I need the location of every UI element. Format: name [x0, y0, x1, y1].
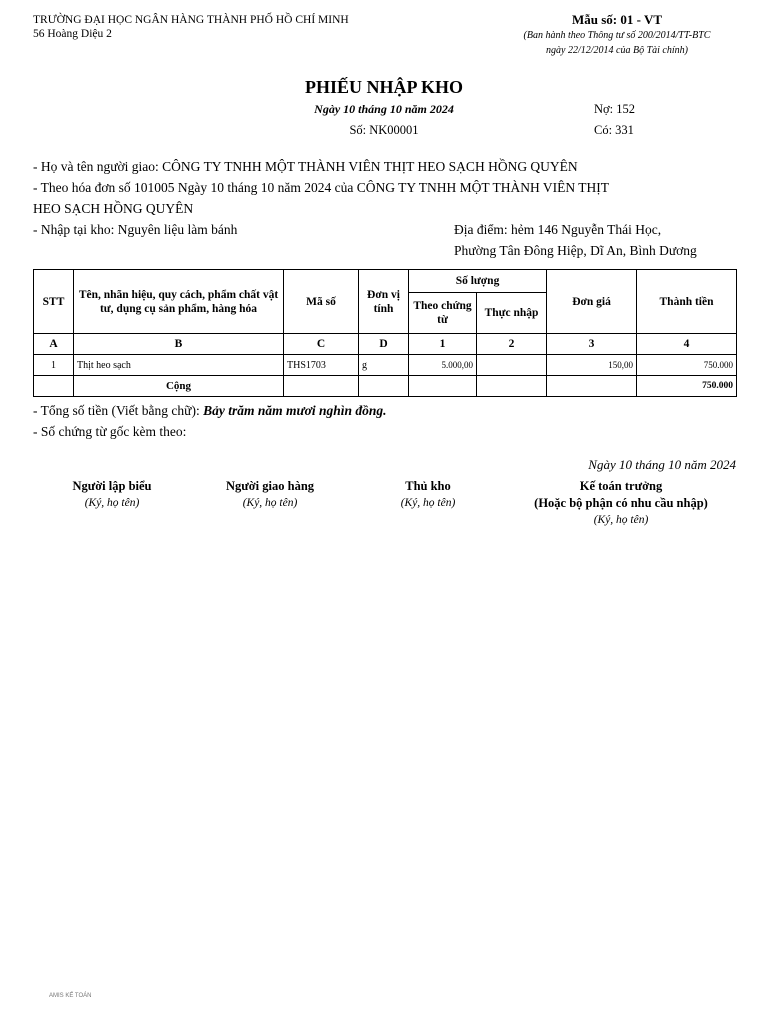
signature-deliverer: [195, 478, 345, 512]
document-date: Ngày 10 tháng 10 năm 2024: [314, 102, 454, 116]
invoice-line-2: HEO SẠCH HỒNG QUYÊN: [33, 201, 194, 216]
header-row-1: [34, 270, 737, 293]
table-row: [34, 355, 737, 376]
total-amount: 750.000: [637, 376, 737, 397]
total-empty: [409, 376, 477, 397]
col-label: C: [284, 334, 359, 355]
storekeeper-title: Thủ kho: [405, 479, 451, 493]
total-row: [34, 376, 737, 397]
amount-words-line: [33, 400, 743, 421]
debit-account: Nợ: 152: [594, 102, 635, 116]
col-label: A: [34, 334, 74, 355]
header-price: Đơn giá: [547, 270, 637, 334]
goods-table: [33, 269, 737, 397]
col-label: 4: [637, 334, 737, 355]
header-stt: STT: [34, 270, 74, 334]
col-label: B: [74, 334, 284, 355]
row-code: THS1703: [284, 355, 359, 376]
col-label: D: [359, 334, 409, 355]
creator-title: Người lập biểu: [72, 479, 152, 493]
row-qty-doc: 5.000,00: [409, 355, 477, 376]
chief-accountant-sub: (Hoặc bộ phận có nhu cầu nhập): [534, 496, 708, 510]
form-note-2: ngày 22/12/2014 của Bộ Tài chính): [546, 45, 688, 56]
storekeeper-note: (Ký, họ tên): [400, 497, 456, 509]
deliverer-note: (Ký, họ tên): [242, 497, 298, 509]
header-amount: Thành tiền: [637, 270, 737, 334]
signature-creator: [42, 478, 182, 512]
row-unit: g: [359, 355, 409, 376]
form-note-1: (Ban hành theo Thông tư số 200/2014/TT-BTC: [523, 30, 711, 41]
amount-words: Bảy trăm năm mươi nghìn đồng.: [203, 403, 387, 418]
location-line-2: Phường Tân Đông Hiệp, Dĩ An, Bình Dương: [454, 243, 697, 258]
signature-storekeeper: [360, 478, 496, 512]
chief-accountant-note: (Ký, họ tên): [593, 514, 649, 526]
col-label: 1: [409, 334, 477, 355]
invoice-line-1: - Theo hóa đơn số 101005 Ngày 10 tháng 10 năm 2024 của CÔNG TY TNHH MỘT THÀNH VIÊN THỊT: [33, 180, 609, 195]
col-label: 3: [547, 334, 637, 355]
signature-chief-accountant: [510, 478, 732, 529]
total-empty: [284, 376, 359, 397]
total-empty: [359, 376, 409, 397]
col-label: 2: [477, 334, 547, 355]
total-empty: [34, 376, 74, 397]
header-code: Mã số: [284, 270, 359, 334]
org-name: TRƯỜNG ĐẠI HỌC NGÂN HÀNG THÀNH PHỐ HỒ CHÍ MINH: [33, 14, 349, 26]
deliverer-line: - Họ và tên người giao: CÔNG TY TNHH MỘT THÀNH VIÊN THỊT HEO SẠCH HỒNG QUYÊN: [33, 159, 578, 174]
footer-brand: AMIS KẾ TOÁN: [49, 993, 92, 999]
total-empty: [477, 376, 547, 397]
warehouse-line: - Nhập tại kho: Nguyên liệu làm bánh: [33, 222, 238, 237]
org-address: 56 Hoàng Diệu 2: [33, 28, 112, 40]
header-qty-doc: Theo chứng từ: [409, 293, 477, 334]
total-empty: [547, 376, 637, 397]
attachments-line: - Số chứng từ gốc kèm theo:: [33, 424, 187, 439]
deliverer-title: Người giao hàng: [225, 479, 315, 493]
column-label-row: [34, 334, 737, 355]
row-name: Thịt heo sạch: [74, 355, 284, 376]
total-label: Cộng: [74, 376, 284, 397]
document-title: PHIẾU NHẬP KHO: [304, 77, 463, 97]
organization-block: [33, 13, 363, 41]
header-name: Tên, nhãn hiệu, quy cách, phẩm chất vật tư, dụng cụ sản phẩm, hàng hóa: [74, 270, 284, 334]
location-line-1: Địa điểm: hẻm 146 Nguyễn Thái Học,: [454, 222, 662, 237]
row-amount: 750.000: [637, 355, 737, 376]
signature-date: Ngày 10 tháng 10 năm 2024: [588, 457, 736, 472]
credit-account: Có: 331: [594, 123, 634, 137]
creator-note: (Ký, họ tên): [84, 497, 140, 509]
document-number: Số: NK00001: [349, 123, 419, 137]
row-stt: 1: [34, 355, 74, 376]
header-qty-actual: Thực nhập: [477, 293, 547, 334]
form-code: Mẫu số: 01 - VT: [571, 12, 663, 27]
form-info: [482, 12, 752, 58]
header-quantity: Số lượng: [409, 270, 547, 293]
amount-words-label: - Tổng số tiền (Viết bằng chữ):: [33, 403, 200, 418]
header-unit: Đơn vị tính: [359, 270, 409, 334]
chief-accountant-title: Kế toán trưởng: [579, 479, 663, 493]
row-price: 150,00: [547, 355, 637, 376]
row-qty-actual: [477, 355, 547, 376]
